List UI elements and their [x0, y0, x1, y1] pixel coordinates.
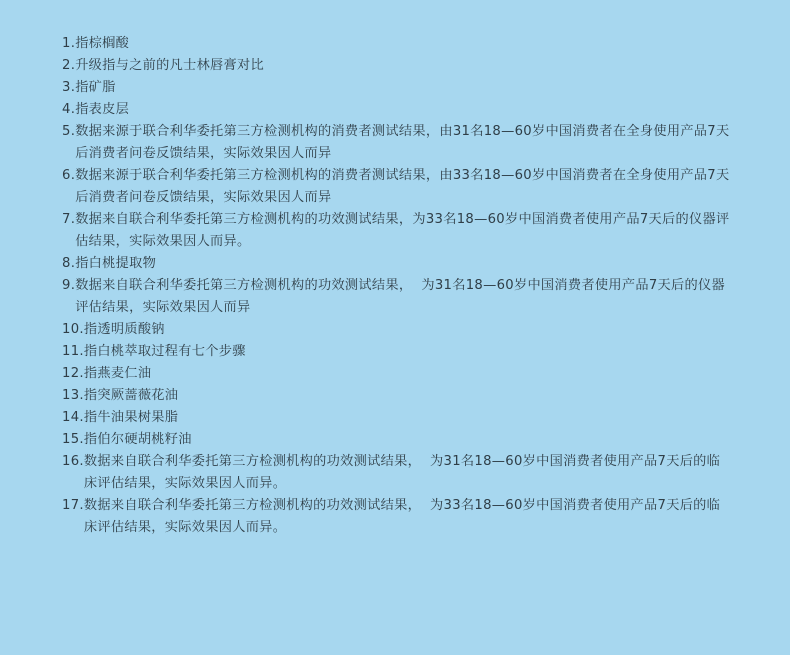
footnote-text: 指伯尔硬胡桃籽油 — [83, 432, 192, 447]
footnote-number: 16. — [62, 454, 84, 469]
footnote-number: 17. — [62, 498, 84, 513]
footnote-item — [62, 319, 732, 341]
footnote-text: 指突厥蔷薇花油 — [83, 388, 179, 403]
footnote-number: 12. — [62, 366, 84, 381]
footnote-item — [62, 451, 732, 495]
footnote-item — [62, 495, 732, 539]
footnote-text: 数据来自联合利华委托第三方检测机构的功效测试结果，为33名18—60岁中国消费者使用产品7天后的仪器评估结果，实际效果因人而异。 — [75, 212, 730, 249]
footnote-number: 2. — [62, 58, 76, 73]
footnote-number: 14. — [62, 410, 84, 425]
footnote-item — [62, 33, 732, 55]
footnote-text: 数据来自联合利华委托第三方检测机构的功效测试结果， 为33名18—60岁中国消费者使用产品7天后的临床评估结果，实际效果因人而异。 — [83, 498, 721, 535]
footnote-number: 3. — [62, 80, 76, 95]
footnote-text: 指表皮层 — [75, 102, 130, 117]
footnote-number: 8. — [62, 256, 76, 271]
footnote-text: 指白桃萃取过程有七个步骤 — [83, 344, 246, 359]
footnote-item — [62, 99, 732, 121]
footnote-number: 7. — [62, 212, 76, 227]
footnote-number: 13. — [62, 388, 84, 403]
footnote-number: 11. — [62, 344, 84, 359]
footnote-number: 10. — [62, 322, 84, 337]
footnote-number: 6. — [62, 168, 76, 183]
footnote-text: 数据来自联合利华委托第三方检测机构的功效测试结果， 为31名18—60岁中国消费者使用产品7天后的临床评估结果，实际效果因人而异。 — [83, 454, 721, 491]
footnote-text: 指矿脂 — [75, 80, 116, 95]
footnote-number: 4. — [62, 102, 76, 117]
footnote-number: 5. — [62, 124, 76, 139]
footnote-text: 升级指与之前的凡士林唇膏对比 — [75, 58, 265, 73]
footnote-item — [62, 341, 732, 363]
footnote-text: 数据来自联合利华委托第三方检测机构的功效测试结果， 为31名18—60岁中国消费者使用产品7天后的仪器评估结果，实际效果因人而异 — [75, 278, 725, 315]
footnote-item — [62, 209, 732, 253]
footnote-item — [62, 165, 732, 209]
footnote-text: 数据来源于联合利华委托第三方检测机构的消费者测试结果，由31名18—60岁中国消费者在全身使用产品7天后消费者问卷反馈结果，实际效果因人而异 — [75, 124, 730, 161]
footnotes-list — [62, 33, 732, 539]
footnote-number: 15. — [62, 432, 84, 447]
footnote-item — [62, 253, 732, 275]
footnote-number: 9. — [62, 278, 76, 293]
footnote-item — [62, 407, 732, 429]
footnote-text: 指牛油果树果脂 — [83, 410, 179, 425]
footnote-item — [62, 77, 732, 99]
footnote-item — [62, 55, 732, 77]
footnote-text: 指棕榈酸 — [75, 36, 130, 51]
footnote-number: 1. — [62, 36, 76, 51]
footnote-text: 数据来源于联合利华委托第三方检测机构的消费者测试结果，由33名18—60岁中国消费者在全身使用产品7天后消费者问卷反馈结果，实际效果因人而异 — [75, 168, 730, 205]
footnote-item — [62, 363, 732, 385]
footnote-text: 指白桃提取物 — [75, 256, 157, 271]
footnote-item — [62, 429, 732, 451]
footnote-item — [62, 121, 732, 165]
footnote-item — [62, 275, 732, 319]
footnote-text: 指透明质酸钠 — [83, 322, 165, 337]
footnote-item — [62, 385, 732, 407]
footnote-text: 指燕麦仁油 — [83, 366, 152, 381]
